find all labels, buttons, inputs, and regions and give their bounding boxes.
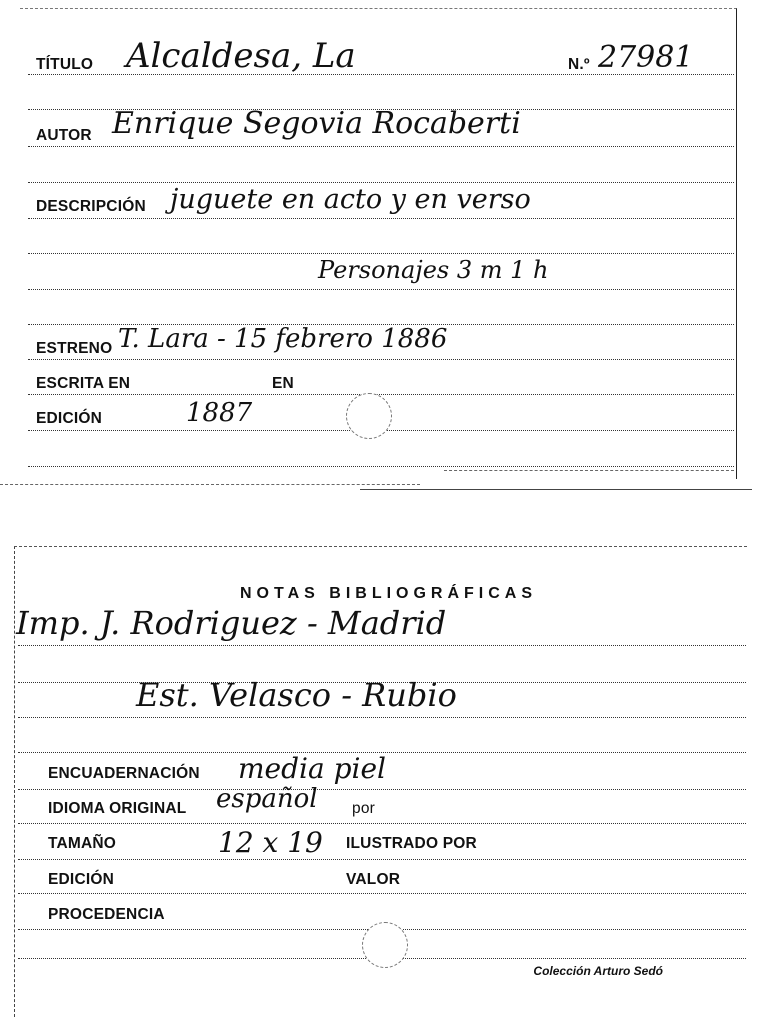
numero-value: 27981 — [598, 40, 694, 75]
rule — [28, 182, 734, 183]
rule — [18, 717, 746, 718]
titulo-value: Alcaldesa, La — [126, 36, 356, 76]
en-label: EN — [272, 375, 294, 392]
rule — [18, 823, 746, 824]
rule — [28, 466, 734, 467]
rule — [18, 859, 746, 860]
autor-label: AUTOR — [36, 127, 92, 144]
rule — [28, 146, 734, 147]
collection-footer: Colección Arturo Sedó — [533, 964, 663, 978]
autor-value: Enrique Segovia Rocaberti — [112, 106, 521, 141]
ilustrado-label: ILUSTRADO POR — [346, 835, 477, 852]
descripcion-value: juguete en acto y en verso — [170, 184, 531, 215]
rule — [28, 359, 734, 360]
punch-hole — [362, 922, 408, 968]
por-label: por — [352, 800, 376, 817]
rule — [28, 218, 734, 219]
estreno-label: ESTRENO — [36, 340, 113, 357]
descripcion-label: DESCRIPCIÓN — [36, 198, 146, 215]
nota-line-2: Est. Velasco - Rubio — [136, 676, 457, 714]
escrita-en-label: ESCRITA EN — [36, 375, 131, 392]
valor-label: VALOR — [346, 871, 401, 888]
rule — [18, 645, 746, 646]
descripcion-value-2: Personajes 3 m 1 h — [318, 256, 549, 284]
tamano-value: 12 x 19 — [218, 826, 323, 859]
rule — [18, 789, 746, 790]
rule — [28, 289, 734, 290]
procedencia-label: PROCEDENCIA — [48, 906, 165, 923]
numero-label: N.º — [568, 56, 590, 73]
idioma-value: español — [216, 784, 318, 814]
idioma-label: IDIOMA ORIGINAL — [48, 800, 187, 817]
rule — [28, 253, 734, 254]
rule — [18, 893, 746, 894]
encuadernacion-label: ENCUADERNACIÓN — [48, 765, 200, 782]
rule — [28, 394, 734, 395]
edicion-value: 1887 — [186, 398, 253, 428]
card-edge — [0, 484, 420, 485]
nota-line-1: Imp. J. Rodriguez - Madrid — [16, 604, 447, 642]
titulo-label: TÍTULO — [36, 56, 94, 73]
encuadernacion-value: media piel — [238, 752, 386, 785]
card-edge — [444, 470, 734, 471]
edicion-label: EDICIÓN — [36, 410, 102, 427]
notas-title: NOTAS BIBLIOGRÁFICAS — [240, 585, 538, 602]
punch-hole — [346, 393, 392, 439]
edicion-label-2: EDICIÓN — [48, 871, 114, 888]
estreno-value: T. Lara - 15 febrero 1886 — [118, 324, 448, 354]
card-edge — [360, 489, 752, 490]
tamano-label: TAMAÑO — [48, 835, 117, 852]
